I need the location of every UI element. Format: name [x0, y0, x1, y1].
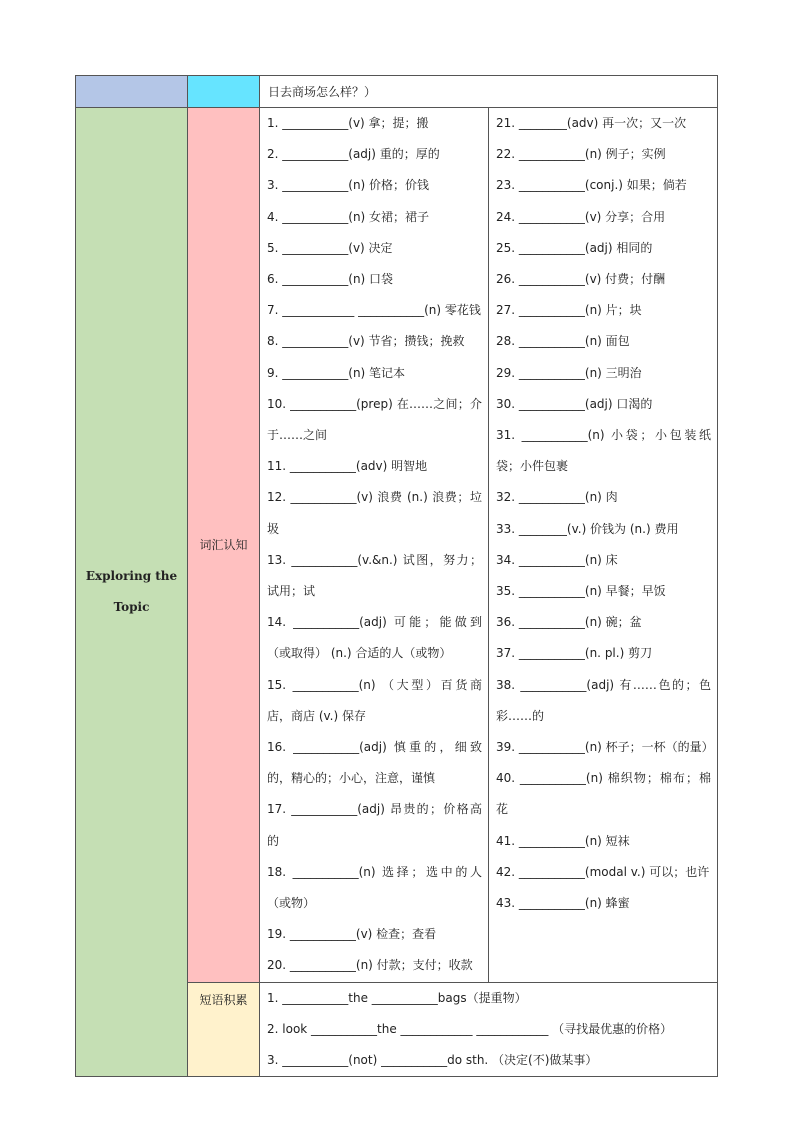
phrase-cell: [260, 982, 718, 1076]
vocab-item: 18. ___________(n) 选择；选中的人（或物）: [267, 864, 482, 911]
vocab-item: 27. ___________(n) 片；块: [496, 303, 642, 318]
vocab-left-column: [260, 108, 489, 982]
header-row: [76, 76, 718, 108]
vocab-item: 14. ___________(adj) 可能；能做到（或取得） (n.) 合适的人（或物）: [267, 615, 482, 661]
vocab-item: 22. ___________(n) 例子；实例: [496, 147, 666, 162]
header-title: 日去商场怎么样？）: [260, 76, 718, 108]
vocab-item: 3. ___________(n) 价格；价钱: [267, 178, 430, 193]
vocab-item: 21. ________(adv) 再一次；又一次: [496, 116, 687, 130]
vocab-item: 29. ___________(n) 三明治: [496, 365, 642, 380]
vocab-item: 25. ___________(adj) 相同的: [496, 240, 653, 255]
vocab-item: 2. ___________(adj) 重的；厚的: [267, 147, 440, 162]
phrase-list: [260, 983, 717, 1076]
vocab-item: 30. ___________(adj) 口渴的: [496, 396, 653, 411]
vocab-item: 23. ___________(conj.) 如果；倘若: [496, 178, 687, 193]
topic-cell: [76, 108, 188, 1077]
vocab-item: 20. ___________(n) 付款；支付；收款: [267, 958, 473, 973]
phrase-item: 2. look ___________the ____________ ____________ （寻找最优惠的价格）: [267, 1021, 673, 1036]
vocab-item: 24. ___________(v) 分享；合用: [496, 209, 666, 224]
vocab-cell: [260, 108, 718, 983]
vocab-item: 41. ___________(n) 短袜: [496, 833, 630, 848]
vocab-item: 7. ____________ ___________(n) 零花钱: [267, 303, 481, 318]
vocab-item: 19. ___________(v) 检查；查看: [267, 927, 437, 942]
vocab-item: 17. ___________(adj) 昂贵的；价格高的: [267, 802, 482, 848]
phrase-item: 1. ___________the ___________bags（提重物）: [267, 990, 527, 1005]
vocab-item: 33. ________(v.) 价钱为 (n.) 费用: [496, 521, 679, 536]
vocab-item: 32. ___________(n) 肉: [496, 490, 618, 505]
header-blank-cell-2: [188, 76, 260, 108]
vocab-item: 31. ___________(n) 小袋；小包装纸袋；小件包裹: [496, 428, 711, 474]
vocab-item: 9. ___________(n) 笔记本: [267, 365, 406, 380]
phrase-category: 短语积累: [188, 982, 260, 1076]
vocab-item: 39. ___________(n) 杯子；一杯（的量）: [496, 740, 714, 755]
vocab-item: 42. ___________(modal v.) 可以；也许: [496, 864, 710, 879]
vocab-right-column: [489, 108, 717, 982]
header-blank-cell-1: [76, 76, 188, 108]
vocab-item: 12. ___________(v) 浪费 (n.) 浪费；垃圾: [267, 490, 482, 536]
vocab-item: 36. ___________(n) 碗；盆: [496, 615, 642, 630]
vocab-row: [76, 108, 718, 983]
vocab-item: 26. ___________(v) 付费；付酬: [496, 272, 666, 287]
vocab-category: 词汇认知: [188, 108, 260, 983]
vocab-item: 35. ___________(n) 早餐；早饭: [496, 584, 666, 599]
vocab-item: 16. ___________(adj) 慎重的，细致的，精心的；小心，注意，谨慎: [267, 740, 482, 786]
worksheet-table: [75, 75, 718, 1077]
vocab-item: 43. ___________(n) 蜂蜜: [496, 896, 630, 911]
vocab-item: 28. ___________(n) 面包: [496, 334, 630, 349]
vocab-item: 5. ___________(v) 决定: [267, 240, 393, 255]
vocab-item: 11. ___________(adv) 明智地: [267, 459, 428, 474]
topic-line-1: Exploring the: [85, 568, 178, 583]
vocab-item: 10. ___________(prep) 在……之间；介于……之间: [267, 396, 482, 443]
vocab-item: 13. ___________(v.&n.) 试图，努力；试用；试: [267, 552, 482, 599]
vocab-item: 37. ___________(n. pl.) 剪刀: [496, 646, 653, 661]
vocab-item: 1. ___________(v) 拿；提；搬: [267, 116, 429, 130]
vocab-item: 6. ___________(n) 口袋: [267, 272, 394, 287]
topic-line-2: Topic: [113, 599, 150, 614]
phrase-item: 3. ___________(not) ___________do sth. （决定(不)做某事）: [267, 1052, 598, 1067]
vocab-item: 40. ___________(n) 棉织物；棉布；棉花: [496, 771, 711, 817]
vocab-item: 34. ___________(n) 床: [496, 552, 618, 567]
vocab-item: 4. ___________(n) 女裙；裙子: [267, 209, 430, 224]
vocab-item: 8. ___________(v) 节省；攒钱；挽救: [267, 334, 465, 349]
vocab-item: 15. ___________(n) （大型）百货商店，商店 (v.) 保存: [267, 677, 482, 723]
vocab-item: 38. ___________(adj) 有……色的；色彩……的: [496, 677, 711, 723]
